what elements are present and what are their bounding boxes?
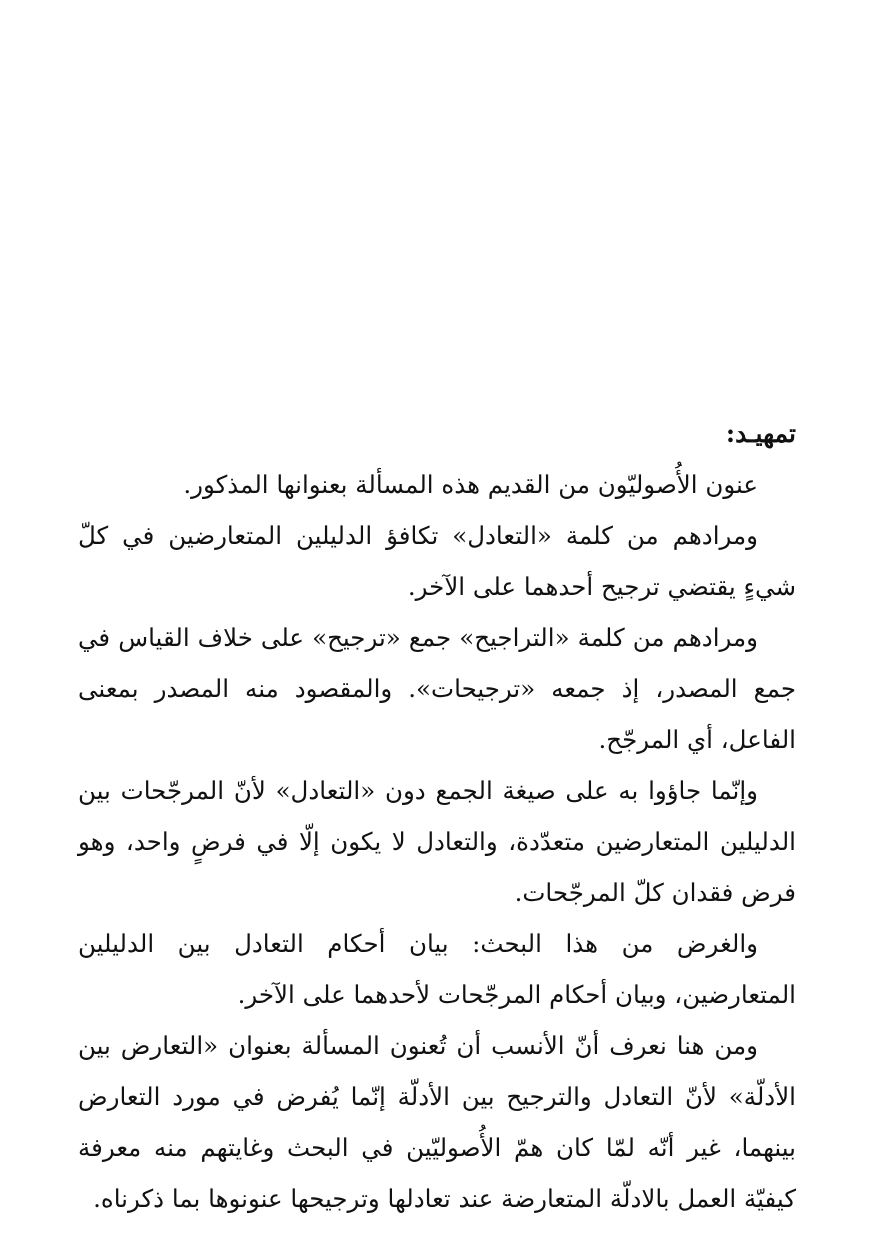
paragraph: وإنّما جاؤوا به على صيغة الجمع دون «التعادل» لأنّ المرجّحات بين الدليلين المتعارضين متعدّدة، والتعادل لا يكون إلّا في فرضٍ واحد، وهو فرض فقدان كلّ المرجّحات. <box>78 776 796 907</box>
paragraph: عنون الأُصوليّون من القديم هذه المسألة بعنوانها المذكور. <box>183 470 758 499</box>
paragraph: ومن هنا نعرف أنّ الأنسب أن تُعنون المسألة بعنوان «التعارض بين الأدلّة» لأنّ التعادل والترجيح بين الأدلّة إنّما يُفرض في مورد التعارض بينهما، غير أنّه لمّا كان همّ الأُصوليّين في البحث وغايتهم منه معرفة كيفيّة العمل بالادلّة المتعارضة عند تعادلها وترجيحها عنونوها بما ذكرناه. <box>78 1031 796 1213</box>
body-text <box>78 408 796 1224</box>
paragraph: ومرادهم من كلمة «التعادل» تكافؤ الدليلين المتعارضين في كلّ شيءٍ يقتضي ترجيح أحدهما على الآخر. <box>78 521 796 601</box>
paragraph: ومرادهم من كلمة «التراجيح» جمع «ترجيح» على خلاف القياس في جمع المصدر، إذ جمعه «ترجيحات». والمقصود منه المصدر بمعنى الفاعل، أي المرجّح. <box>78 623 796 754</box>
paragraph: والغرض من هذا البحث: بيان أحكام التعادل بين الدليلين المتعارضين، وبيان أحكام المرجّحات لأحدهما على الآخر. <box>78 929 796 1009</box>
section-heading: تمهيـد: <box>725 419 796 448</box>
